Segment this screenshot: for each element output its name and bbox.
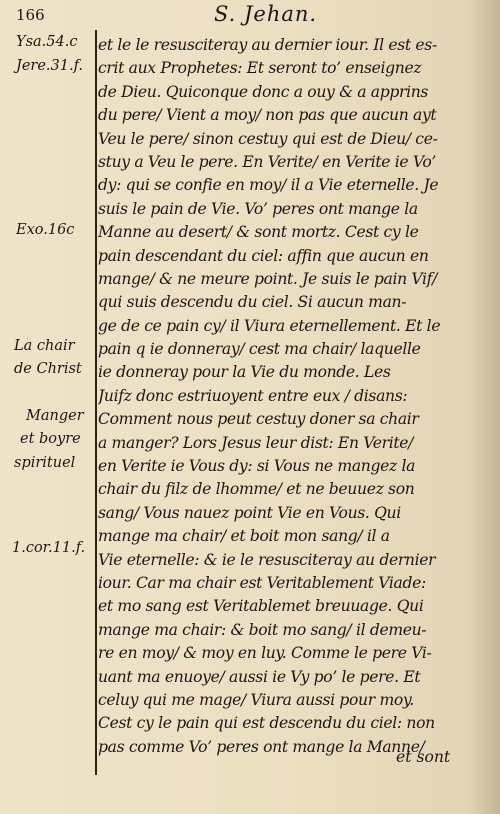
margin-note: spirituel: [14, 455, 76, 471]
text-line: ie donneray pour la Vie du monde. Les: [98, 363, 391, 382]
text-line: pas comme Vo’ peres ont mange la Manne/: [98, 737, 425, 756]
text-line: pain descendant du ciel: affin que aucun en: [98, 246, 429, 265]
text-line: dy: qui se confie en moy/ il a Vie eternelle. Je: [98, 176, 439, 195]
text-line: du pere/ Vient a moy/ non pas que aucun ayt: [98, 106, 437, 125]
text-line: Veu le pere/ sinon cestuy qui est de Dieu/ ce-: [98, 129, 438, 148]
text-line: chair du filz de lhomme/ et ne beuuez son: [98, 480, 415, 499]
text-line: qui suis descendu du ciel. Si aucun man-: [98, 293, 407, 312]
page-number: 166: [16, 6, 45, 24]
margin-note: Ysa.54.c: [16, 34, 78, 50]
text-line: stuy a Veu le pere. En Verite/ en Verite ie Vo’: [98, 152, 437, 171]
text-line: mange ma chair/ et boit mon sang/ il a: [98, 527, 390, 546]
text-line: mange ma chair: & boit mo sang/ il demeu-: [98, 620, 427, 639]
text-line: re en moy/ & moy en luy. Comme le pere Vi-: [98, 644, 432, 663]
text-line: Vie eternelle: & ie le resusciteray au dernier: [98, 550, 436, 569]
catchword: et sont: [396, 748, 451, 766]
text-line: pain q ie donneray/ cest ma chair/ laquelle: [98, 340, 421, 359]
text-line: Juifz donc estriuoyent entre eux / disans:: [98, 386, 408, 405]
text-line: celuy qui me mage/ Viura aussi pour moy.: [98, 690, 414, 709]
text-line: Comment nous peut cestuy doner sa chair: [98, 410, 419, 429]
text-line: mange/ & ne meure point. Je suis le pain Vif/: [98, 269, 438, 288]
body-text: [98, 34, 460, 759]
text-line: et le le resusciteray au dernier iour. Il est es-: [98, 36, 437, 54]
margin-note: Manger: [26, 408, 84, 424]
text-line: et mo sang est Veritablemet breuuage. Qui: [98, 597, 424, 616]
margin-note: Exo.16c: [16, 222, 75, 238]
text-line: Cest cy le pain qui est descendu du ciel: non: [98, 714, 435, 733]
text-line: suis le pain de Vie. Vo’ peres ont mange la: [98, 199, 418, 218]
text-line: en Verite ie Vous dy: si Vous ne mangez la: [98, 457, 416, 476]
text-line: iour. Car ma chair est Veritablement Viade:: [98, 573, 426, 592]
text-line: de Dieu. Quiconque donc a ouy & a apprins: [98, 82, 429, 101]
text-line: sang/ Vous nauez point Vie en Vous. Qui: [98, 503, 401, 522]
margin-note: 1.cor.11.f.: [12, 540, 86, 556]
margin-note: La chair: [14, 338, 75, 354]
text-line: Manne au desert/ & sont mortz. Cest cy le: [98, 223, 419, 242]
margin-notes: [0, 0, 95, 814]
text-line: uant ma enuoye/ aussi ie Vy po’ le pere. Et: [98, 667, 421, 686]
gutter-shadow: [466, 0, 500, 814]
running-head: S. Jehan.: [214, 2, 318, 26]
margin-note: de Christ: [14, 361, 82, 377]
text-line: crit aux Prophetes: Et seront to’ enseignez: [98, 59, 422, 78]
margin-note: et boyre: [20, 431, 81, 447]
text-line: a manger? Lors Jesus leur dist: En Verite/: [98, 433, 414, 452]
text-line: ge de ce pain cy/ il Viura eternellement. Et le: [98, 316, 441, 335]
margin-note: Jere.31.f.: [16, 58, 84, 74]
margin-rule: [95, 30, 97, 775]
